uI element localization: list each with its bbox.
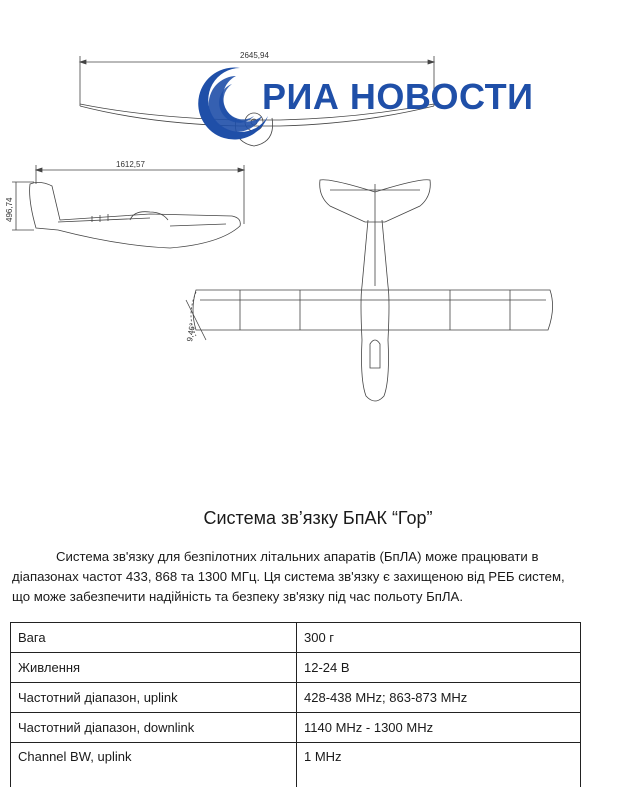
spec-row	[11, 623, 581, 653]
document-paragraph: Система зв'язку для безпілотних літальних апаратів (БпЛА) може працювати в діапазонах частот 433, 868 та 1300 МГц. Ця система зв'язку є захищеною від РЕБ систем, що може забезпечити надійність та безпеку зв'язку під час польоту БпЛА.	[12, 549, 565, 604]
logo-text: РИА НОВОСТИ	[262, 76, 534, 117]
spec-row	[11, 683, 581, 713]
dimension-span-label: 2645,94	[240, 51, 269, 60]
spec-value: 1140 MHz - 1300 MHz	[297, 713, 581, 743]
spec-value: 12-24 В	[297, 653, 581, 683]
globe-icon	[192, 62, 272, 142]
spec-value: 1 MHz	[297, 743, 581, 788]
spec-value: 300 г	[297, 623, 581, 653]
document-title: Система зв’язку БпАК “Гор”	[203, 508, 433, 528]
spec-name: Частотний діапазон, downlink	[11, 713, 297, 743]
spec-value: 428-438 MHz; 863-873 MHz	[297, 683, 581, 713]
spec-table	[10, 622, 581, 787]
dimension-length-label: 1612,57	[116, 160, 145, 169]
dimension-angle-label: 9,46°	[185, 322, 198, 343]
spec-name: Channel BW, uplink	[11, 743, 297, 788]
spec-name: Частотний діапазон, uplink	[11, 683, 297, 713]
dimension-height-label: 496,74	[5, 197, 14, 222]
spec-row	[11, 713, 581, 743]
spec-row	[11, 743, 581, 788]
spec-name: Вага	[11, 623, 297, 653]
ria-novosti-logo	[192, 62, 572, 142]
spec-name: Живлення	[11, 653, 297, 683]
spec-row	[11, 653, 581, 683]
